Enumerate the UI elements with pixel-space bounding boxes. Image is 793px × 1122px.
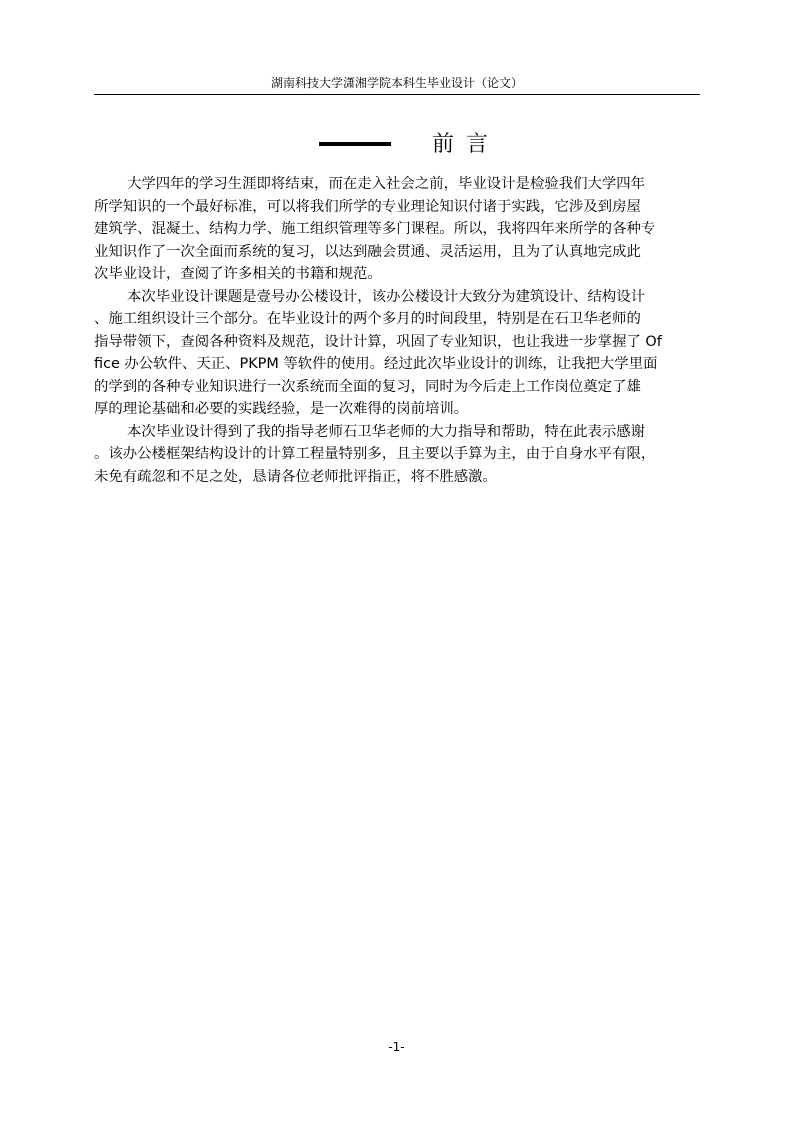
paragraph-line: 所学知识的一个最好标准，可以将我们所学的专业理论知识付诸于实践，它涉及到房屋 [94,198,641,215]
paragraph-line: 的学到的各种专业知识进行一次系统而全面的复习，同时为今后走上工作岗位奠定了雄 [94,378,641,395]
paragraph-line: fice 办公软件、天正、PKPM 等软件的使用。经过此次毕业设计的训练，让我把大学里面 [94,356,658,372]
paragraph-line: 次毕业设计，查阅了许多相关的书籍和规范。 [94,266,382,282]
paragraph-line: 业知识作了一次全面而系统的复习，以达到融会贯通、灵活运用，且为了认真地完成此 [94,243,641,260]
paragraph-line: 本次毕业设计得到了我的指导老师石卫华老师的大力指导和帮助，特在此表示感谢 [127,423,646,440]
paragraph-line: 建筑学、混凝土、结构力学、施工组织管理等多门课程。所以，我将四年来所学的各种专 [94,221,656,237]
paragraph-line: 本次毕业设计课题是壹号办公楼设计，该办公楼设计大致分为建筑设计、结构设计 [127,288,646,305]
title-dash [319,142,391,146]
section-title: 前言 [432,132,501,157]
body-text [94,173,724,488]
paragraph-line: 大学四年的学习生涯即将结束，而在走入社会之前，毕业设计是检验我们大学四年 [127,176,646,192]
paragraph-1 [94,173,724,286]
paragraph-line: 厚的理论基础和必要的实践经验，是一次难得的岗前培训。 [94,401,469,417]
page-number: -1- [388,1040,405,1054]
page-header: 湖南科技大学潇湘学院本科生毕业设计（论文） [94,72,700,95]
paragraph-line: 、施工组织设计三个部分。在毕业设计的两个多月的时间段里，特别是在石卫华老师的 [94,311,641,327]
paragraph-2 [94,286,724,421]
paragraph-line: 。该办公楼框架结构设计的计算工程量特别多，且主要以手算为主，由于自身水平有限， [94,446,656,462]
paragraph-3 [94,421,724,489]
paragraph-line: 指导带领下，查阅各种资料及规范，设计计算，巩固了专业知识，也让我进一步掌握了 Of [94,333,662,350]
paragraph-line: 未免有疏忽和不足之处，恳请各位老师批评指正，将不胜感激。 [94,468,497,485]
